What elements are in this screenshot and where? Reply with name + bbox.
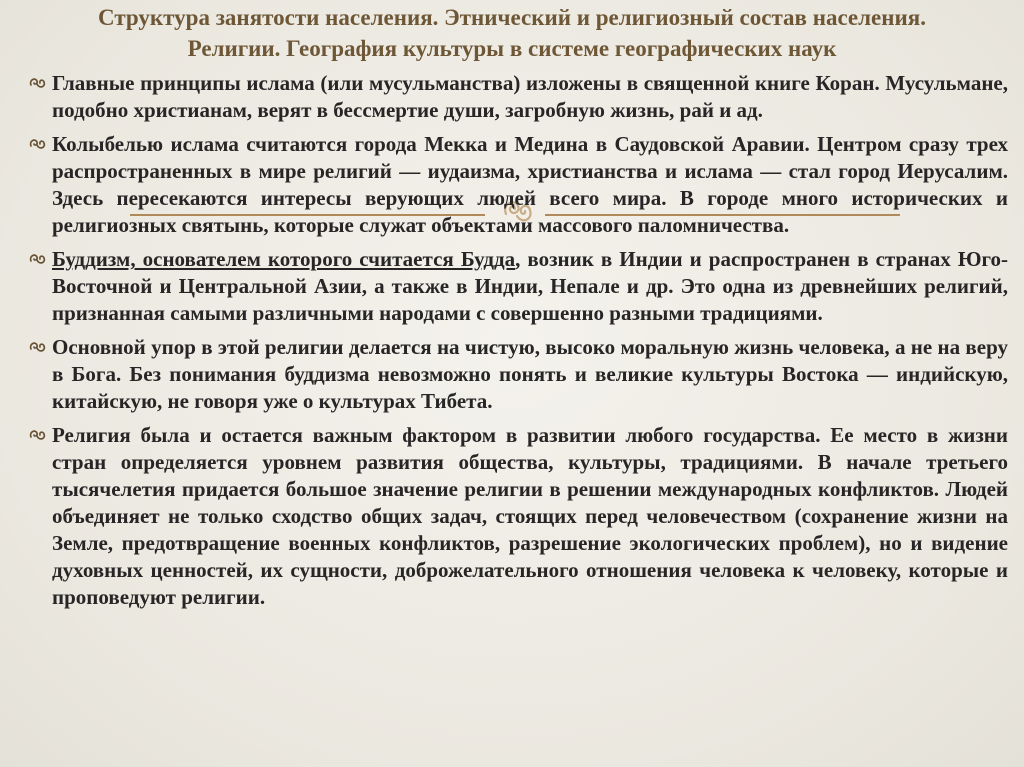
slide-content — [28, 70, 1008, 618]
bullet-text: Религия была и остается важным фактором в развитии любого государства. Ее место в жизни стран определяется уровнем развития общества, культуры, традициями. В начале третьего тысячелетия придается большое значение религии в решении международных конфликтов. Людей объединяет не только сходство общих задач, стоящих перед человечеством (сохранение жизни на Земле, предотвращение военных конфликтов, разрешение экологических проблем), но и видение духовных ценностей, их сущности, доброжелательного отношения человека к человеку, которые и проповедуют религии. — [52, 423, 1008, 609]
bullet-item-1 — [28, 70, 1008, 124]
bullet-item-3 — [28, 246, 1008, 327]
title-line-1: Структура занятости населения. Этнический и религиозный состав населения. — [98, 5, 926, 30]
bullet-text: Колыбелью ислама считаются города Мекка и Медина в Саудовской Аравии. Центром сразу трех распространенных в мире религий — иудаизма, христианства и ислама — стал город Иерусалим. Здесь пересекаются интересы верующих людей всего мира. В городе много исторических и религиозных святынь, которые служат объектами массового паломничества. — [52, 132, 1008, 237]
double-loop-bullet-icon — [28, 137, 47, 151]
double-loop-bullet-icon — [28, 76, 47, 90]
double-loop-bullet-icon — [28, 428, 47, 442]
bullet-item-4 — [28, 334, 1008, 415]
slide-title — [0, 2, 1024, 64]
double-loop-bullet-icon — [28, 340, 47, 354]
double-loop-bullet-icon — [28, 252, 47, 266]
bullet-text: Основной упор в этой религии делается на чистую, высоко моральную жизнь человека, а не на веру в Бога. Без понимания буддизма невозможно понять и великие культуры Востока — индийскую, китайскую, не говоря уже о культурах Тибета. — [52, 335, 1008, 413]
bullet-text: Главные принципы ислама (или мусульманства) изложены в священной книге Коран. Мусульмане, подобно христианам, верят в бессмертие души, загробную жизнь, рай и ад. — [52, 71, 1008, 122]
bullet-underlined-text: Буддизм, основателем которого считается Будда — [52, 247, 516, 271]
bullet-item-5 — [28, 422, 1008, 611]
title-line-2: Религии. География культуры в системе географических наук — [187, 36, 837, 61]
bullet-item-2 — [28, 131, 1008, 239]
bullet-text: , возник в Индии и распространен в странах Юго-Восточной и Центральной Азии, а также в Индии, Непале и др. Это одна из древнейших религий, признанная самыми различными народами с совершенно разными традициями. — [52, 247, 1008, 325]
